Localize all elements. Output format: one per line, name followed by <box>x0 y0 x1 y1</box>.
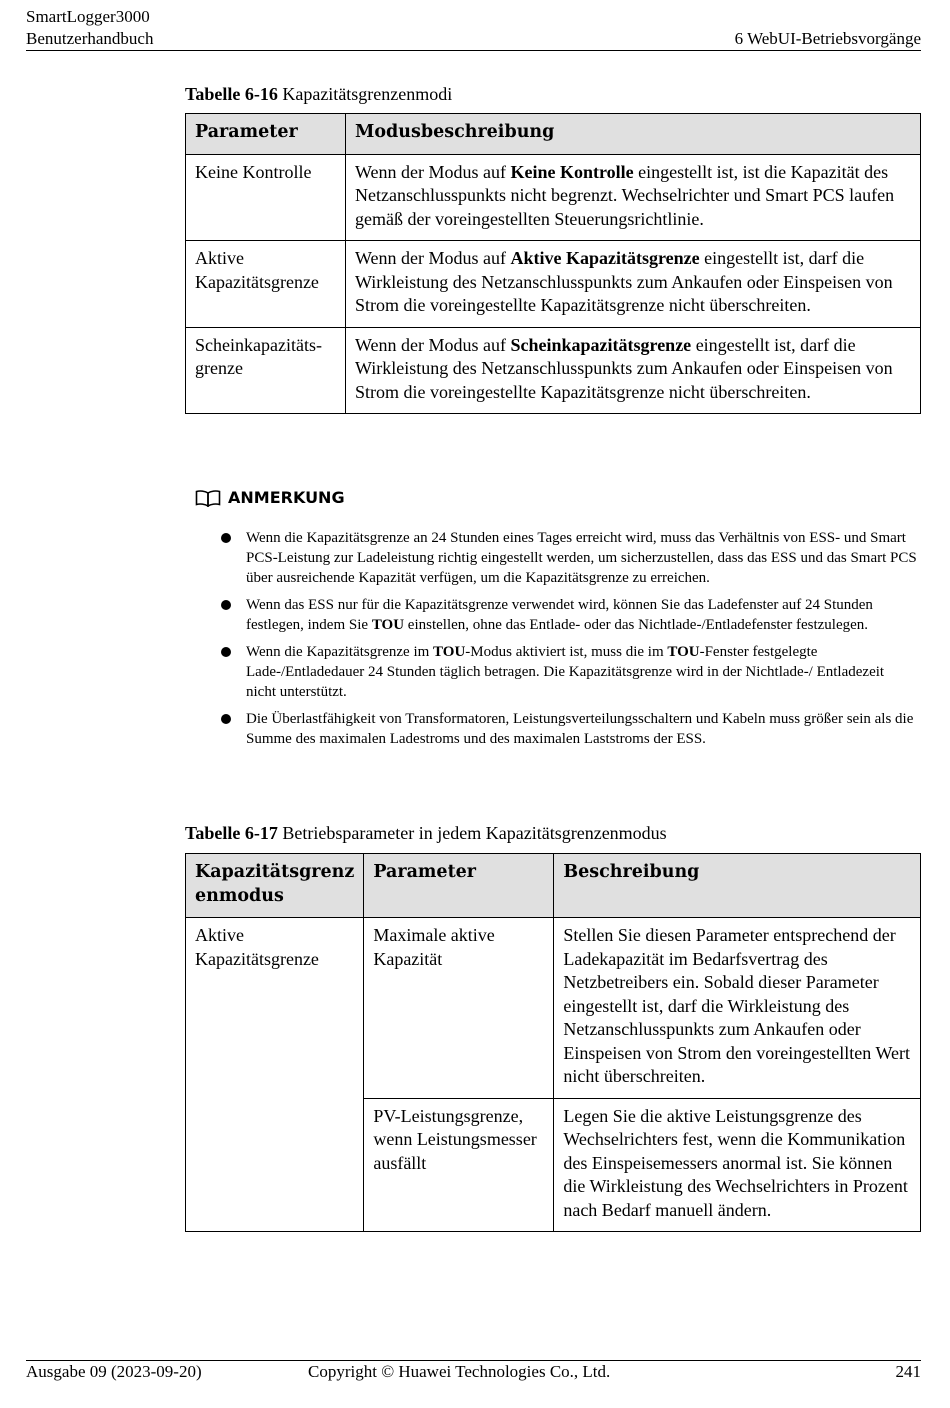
list-item: Wenn die Kapazitätsgrenze an 24 Stunden eines Tages erreicht wird, muss das Verhältnis von ESS- und Smart PCS-Leistung zur Ladeleistung richtig eingestellt werden, um sicherzustellen, dass das ESS und das Smart PCS über ausreichende Kapazität verfügen, um die Kapazitätsgrenze zu erreichen. <box>221 528 917 588</box>
column-header: Beschreibung <box>554 854 921 918</box>
table1-caption <box>185 83 452 105</box>
desc-cell: Stellen Sie diesen Parameter entsprechend der Ladekapazität im Bedarfsvertrag des Netzbetreibers ein. Sobald dieser Parameter eingestellt ist, darf die Wirkleistung des Netzanschlusspunkts zum Ankaufen oder Einspeisen von Strom den voreingestellten Wert nicht überschreiten. <box>554 918 921 1099</box>
table1-caption-text: Kapazitätsgrenzenmodi <box>277 84 453 104</box>
header-left <box>26 6 153 50</box>
table1-caption-number: Tabelle 6-16 <box>185 84 278 104</box>
manual-name: Benutzerhandbuch <box>26 29 154 48</box>
column-header: Kapazitätsgrenz enmodus <box>186 854 364 918</box>
page-header <box>26 6 921 51</box>
operating-params-table <box>185 853 921 1232</box>
copyright: Copyright © Huawei Technologies Co., Ltd. <box>308 1362 611 1381</box>
table-row <box>186 241 921 328</box>
desc-cell: Legen Sie die aktive Leistungsgrenze des Wechselrichters fest, wenn die Kommunikation des Einspeisemessers anormal ist. Sie können die Wirkleistung des Wechselrichters in Prozent nach Bedarf manuell ändern. <box>554 1098 921 1232</box>
table-header-row <box>186 854 921 918</box>
param-cell: Maximale aktive Kapazität <box>364 918 554 1099</box>
table2-caption-number: Tabelle 6-17 <box>185 823 278 843</box>
param-cell: Keine Kontrolle <box>186 154 346 241</box>
param-cell: PV-Leistungsgrenze, wenn Leistungsmesser ausfällt <box>364 1098 554 1232</box>
book-icon <box>195 489 221 507</box>
table-header-row <box>186 114 921 155</box>
table2-caption-text: Betriebsparameter in jedem Kapazitätsgrenzenmodus <box>277 823 667 843</box>
note-list <box>221 528 917 756</box>
column-header: Modusbeschreibung <box>346 114 921 155</box>
list-item: Die Überlastfähigkeit von Transformatoren, Leistungsverteilungsschaltern und Kabeln muss größer sein als die Summe des maximalen Ladestroms und des maximalen Laststroms der ESS. <box>221 709 917 749</box>
table-row <box>186 327 921 414</box>
product-name: SmartLogger3000 <box>26 7 150 26</box>
desc-cell: Wenn der Modus auf Aktive Kapazitätsgrenze eingestellt ist, darf die Wirkleistung des Netzanschlusspunkts zum Ankaufen oder Einspeisen von Strom die voreingestellte Kapazitätsgrenze nicht überschreiten. <box>346 241 921 328</box>
table-row <box>186 918 921 1099</box>
column-header: Parameter <box>364 854 554 918</box>
page-number: 241 <box>895 1362 921 1381</box>
desc-cell: Wenn der Modus auf Scheinkapazitätsgrenze eingestellt ist, darf die Wirkleistung des Netzanschlusspunkts zum Ankaufen oder Einspeisen von Strom die voreingestellte Kapazitätsgrenze nicht überschreiten. <box>346 327 921 414</box>
note-title <box>195 487 345 509</box>
bullet-icon <box>221 714 231 724</box>
page-footer <box>26 1360 921 1391</box>
capacity-modes-table <box>185 113 921 414</box>
param-cell: Aktive Kapazitätsgrenze <box>186 241 346 328</box>
bullet-icon <box>221 647 231 657</box>
table2-caption <box>185 822 667 844</box>
table-row <box>186 154 921 241</box>
chapter-title: 6 WebUI-Betriebsvorgänge <box>734 29 921 48</box>
list-item: Wenn die Kapazitätsgrenze im TOU-Modus aktiviert ist, muss die im TOU-Fenster festgelegte Lade-/Entladedauer 24 Stunden täglich betragen. Die Kapazitätsgrenze wird in der Nichtlade-/ Entladezeit nicht unterstützt. <box>221 642 917 702</box>
bullet-icon <box>221 600 231 610</box>
mode-cell: Aktive Kapazitätsgrenze <box>186 918 364 1232</box>
bullet-icon <box>221 533 231 543</box>
issue-date: Ausgabe 09 (2023-09-20) <box>26 1362 202 1381</box>
desc-cell: Wenn der Modus auf Keine Kontrolle eingestellt ist, ist die Kapazität des Netzanschlusspunkts nicht begrenzt. Wechselrichter und Smart PCS laufen gemäß der voreingestellten Steuerungsrichtlinie. <box>346 154 921 241</box>
list-item: Wenn das ESS nur für die Kapazitätsgrenze verwendet wird, können Sie das Ladefenster auf 24 Stunden festlegen, indem Sie TOU einstellen, ohne das Entlade- oder das Nichtlade-/Entladefenster festzulegen. <box>221 595 917 635</box>
param-cell: Scheinkapazitäts- grenze <box>186 327 346 414</box>
note-title-text: ANMERKUNG <box>228 488 345 507</box>
column-header: Parameter <box>186 114 346 155</box>
